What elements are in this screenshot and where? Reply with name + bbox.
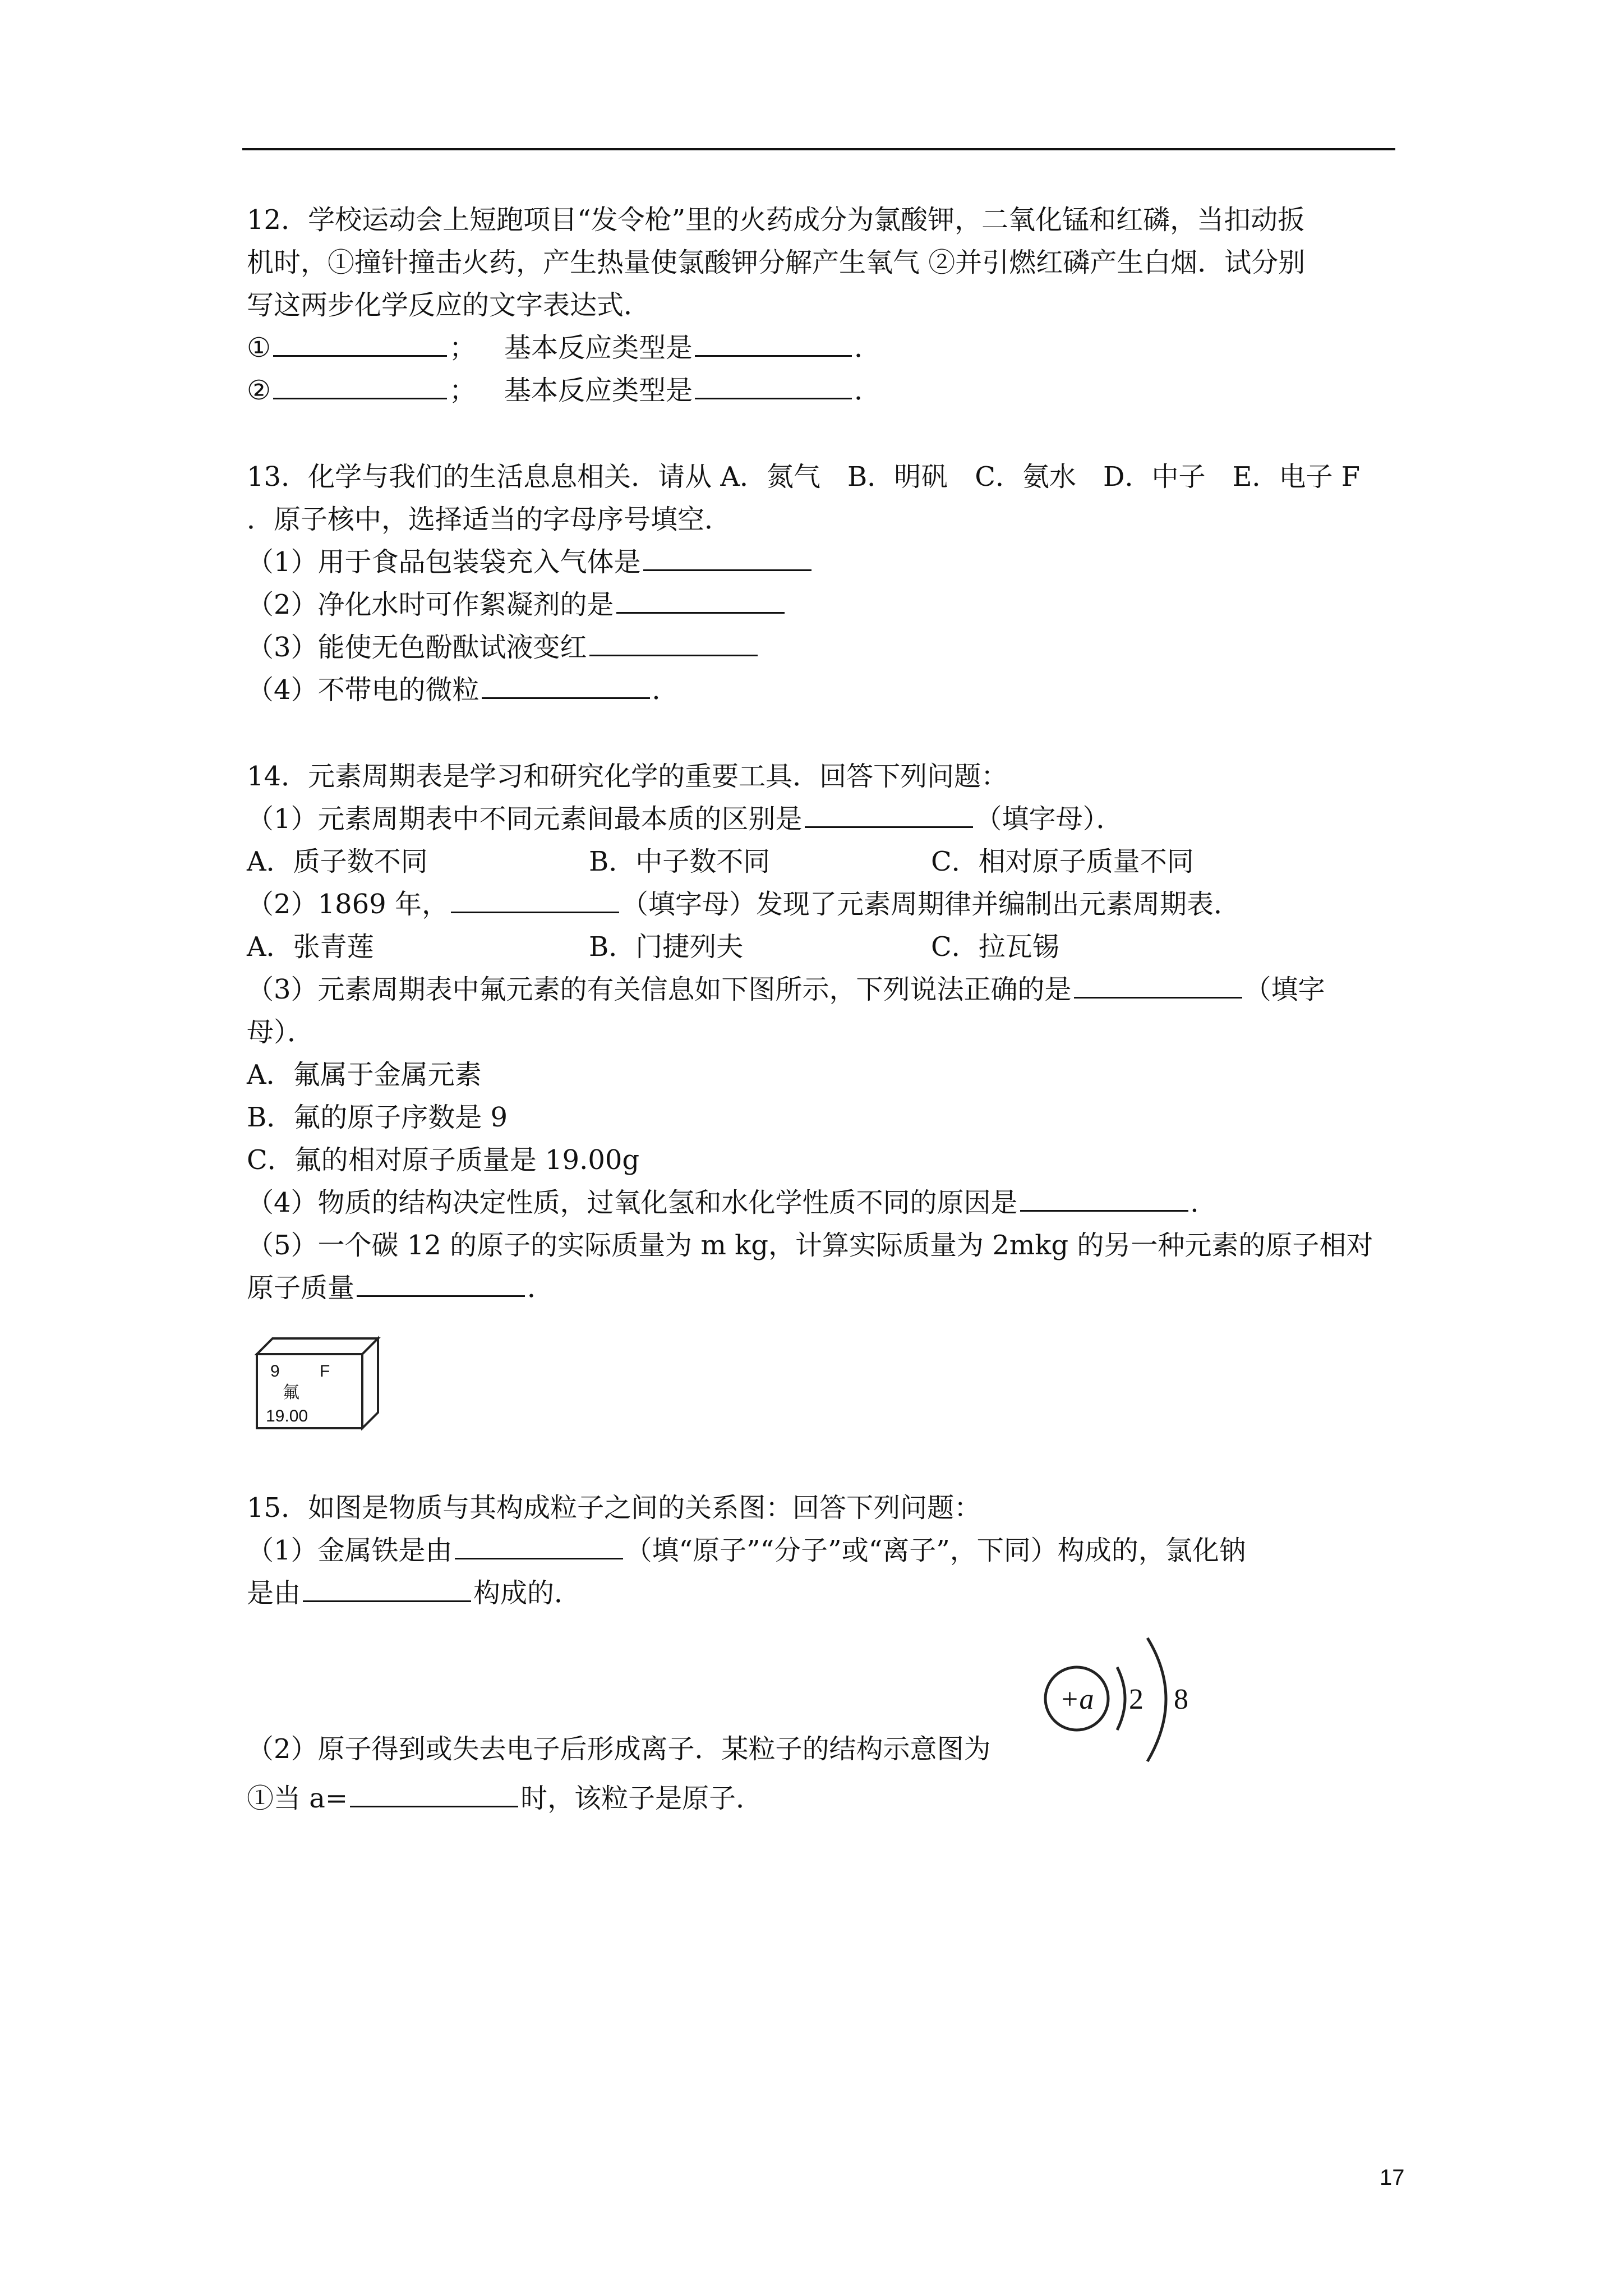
answer-blank[interactable] [357, 1273, 525, 1297]
question-text: （3）能使无色酚酞试液变红 [247, 632, 587, 663]
answer-blank[interactable] [451, 889, 619, 913]
answer-blank[interactable] [1020, 1188, 1188, 1212]
period: ． [652, 674, 679, 706]
q14-sub-5-cont [247, 1271, 554, 1305]
question-text: （填字母）发现了元素周期律并编制出元素周期表． [621, 889, 1241, 920]
electron-shell-1-arc [1117, 1667, 1125, 1730]
question-text: （2）净化水时可作絮凝剂的是 [247, 589, 614, 620]
option-a: A．张青莲 [247, 931, 374, 963]
q14-sub-2 [247, 887, 1241, 921]
question-text: （1）用于食品包装袋充入气体是 [247, 546, 641, 578]
option-a: A．质子数不同 [247, 846, 428, 877]
electron-shell-2-arc [1147, 1638, 1166, 1761]
question-text: 是由 [247, 1577, 301, 1609]
period: ． [854, 332, 882, 364]
shell-2-electrons: 8 [1174, 1683, 1188, 1715]
q14-options-1 [247, 845, 1194, 878]
answer-blank[interactable] [303, 1578, 471, 1602]
question-text: ①当 a= [247, 1783, 348, 1814]
atomic-mass: 19.00 [266, 1407, 308, 1425]
element-name: 氟 [283, 1383, 299, 1402]
answer-mark: ① [247, 332, 271, 364]
q12-line-1: 12．学校运动会上短跑项目“发令枪”里的火药成分为氯酸钾，二氧化锰和红磷，当扣动扳 [247, 204, 1305, 236]
q12-line-3: 写这两步化学反应的文字表达式． [247, 289, 651, 321]
reaction-type-label: 基本反应类型是 [504, 332, 693, 364]
q15-sub-2: （2）原子得到或失去电子后形成离子．某粒子的结构示意图为 [247, 1733, 991, 1765]
q14-sub-5: （5）一个碳 12 的原子的实际质量为 m kg，计算实际质量为 2mkg 的另一种元素的原子相对 [247, 1230, 1373, 1261]
reaction-type-label: 基本反应类型是 [504, 375, 693, 406]
page-number: 17 [1380, 2165, 1405, 2190]
answer-blank[interactable] [805, 804, 973, 828]
q13-line-1: 13．化学与我们的生活息息相关．请从 A．氮气 B．明矾 C．氨水 D．中子 E．电子 F [247, 461, 1361, 493]
option-c: C．拉瓦锡 [931, 931, 1059, 963]
q14-line-1: 14．元素周期表是学习和研究化学的重要工具．回答下列问题： [247, 761, 1008, 792]
option-b: B．中子数不同 [589, 846, 771, 877]
q14-sub-1 [247, 802, 1123, 836]
answer-mark: ② [247, 375, 271, 406]
shell-1-electrons: 2 [1129, 1683, 1144, 1715]
answer-blank[interactable] [455, 1535, 623, 1559]
q14-option-3b: B．氟的原子序数是 9 [247, 1102, 508, 1133]
question-text: （填“原子”“分子”或“离子”，下同）构成的，氯化钠 [625, 1535, 1246, 1566]
question-text: （4）不带电的微粒 [247, 674, 479, 706]
q13-sub-4 [247, 673, 679, 707]
q14-sub-4 [247, 1186, 1218, 1220]
separator: ； [449, 332, 477, 364]
question-text: 构成的． [473, 1577, 582, 1609]
q14-sub-3-cont: 母）． [247, 1016, 315, 1048]
q12-answer-1 [247, 331, 881, 365]
question-text: （1）金属铁是由 [247, 1535, 453, 1566]
q12-answer-2 [247, 374, 881, 407]
atomic-number: 9 [270, 1362, 280, 1381]
period: ． [527, 1272, 555, 1304]
instruction: （填字 [1244, 974, 1325, 1005]
q15-sub-1 [247, 1534, 1246, 1567]
q13-sub-3 [247, 631, 760, 664]
tile-top-face [257, 1338, 378, 1354]
answer-blank[interactable] [589, 632, 758, 656]
answer-blank[interactable] [350, 1783, 518, 1807]
q13-sub-1 [247, 545, 814, 579]
header-rule [242, 148, 1395, 150]
q14-sub-3 [247, 973, 1325, 1006]
q14-options-2 [247, 930, 1059, 964]
atom-structure-diagram [1038, 1627, 1206, 1773]
question-text: （1）元素周期表中不同元素间最本质的区别是 [247, 803, 803, 835]
answer-blank[interactable] [695, 375, 852, 399]
answer-blank[interactable] [273, 375, 447, 399]
fluorine-element-tile [253, 1335, 382, 1430]
question-text: （4）物质的结构决定性质，过氧化氢和水化学性质不同的原因是 [247, 1187, 1018, 1218]
answer-blank[interactable] [482, 675, 650, 699]
tile-side-face [362, 1338, 378, 1428]
answer-blank[interactable] [273, 333, 447, 357]
instruction: （填字母）． [975, 803, 1123, 835]
answer-blank[interactable] [643, 547, 811, 571]
separator: ； [449, 375, 477, 406]
q13-line-2: ．原子核中，选择适当的字母序号填空． [247, 504, 732, 535]
question-text: （2）1869 年， [247, 889, 449, 920]
nucleus-charge: +a [1059, 1683, 1094, 1715]
question-text: 原子质量 [247, 1272, 355, 1304]
q13-sub-2 [247, 588, 787, 622]
period: ． [854, 375, 882, 406]
option-c: C．相对原子质量不同 [931, 846, 1194, 877]
question-text: （3）元素周期表中氟元素的有关信息如下图所示，下列说法正确的是 [247, 974, 1072, 1005]
element-symbol: F [320, 1362, 330, 1381]
answer-blank[interactable] [1074, 974, 1242, 999]
q12-line-2: 机时，①撞针撞击火药，产生热量使氯酸钾分解产生氧气 ②并引燃红磷产生白烟．试分别 [247, 247, 1306, 278]
answer-blank[interactable] [695, 333, 852, 357]
period: ． [1190, 1187, 1218, 1218]
q14-option-3c: C．氟的相对原子质量是 19.00g [247, 1144, 640, 1176]
q15-sub-1-cont [247, 1576, 581, 1610]
q14-option-3a: A．氟属于金属元素 [247, 1059, 482, 1091]
q15-line-1: 15．如图是物质与其构成粒子之间的关系图：回答下列问题： [247, 1492, 981, 1524]
answer-blank[interactable] [616, 590, 785, 614]
option-b: B．门捷列夫 [589, 931, 744, 963]
q15-sub-3 [247, 1782, 763, 1815]
question-text: 时，该粒子是原子． [520, 1783, 763, 1814]
